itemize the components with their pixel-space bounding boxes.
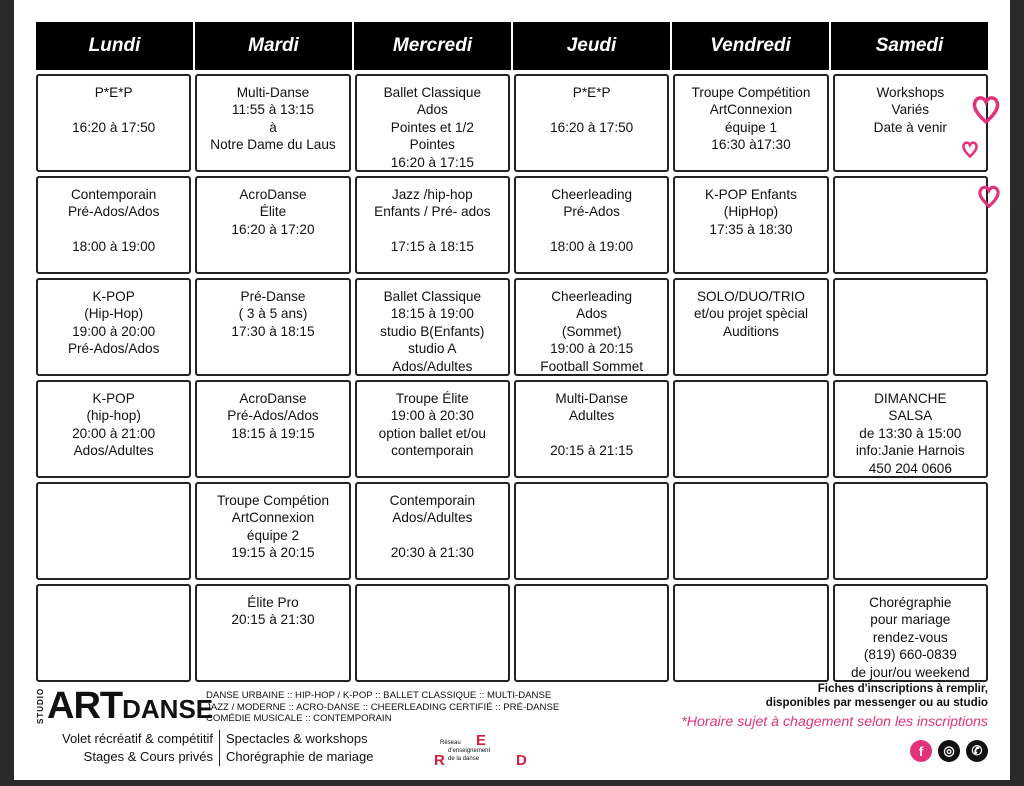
class-info-line: et/ou projet spècial	[693, 306, 809, 322]
class-info-line: (Sommet)	[561, 323, 622, 339]
schedule-cell-vendredi	[673, 482, 828, 580]
class-info-line: K-POP	[92, 391, 135, 406]
schedule-cell-samedi	[833, 482, 988, 580]
schedule-cell-mardi	[195, 278, 350, 376]
left-frame	[0, 0, 14, 786]
schedule-cell-mercredi	[355, 176, 510, 274]
class-info-line: Pré-Ados/Ados	[227, 408, 319, 424]
class-info-line: K-POP Enfants	[705, 187, 797, 202]
schedule-cell-mardi	[195, 584, 350, 682]
dance-styles-list	[206, 690, 606, 725]
class-info-line: DIMANCHE	[874, 391, 947, 406]
class-info-line: SALSA	[888, 408, 933, 424]
reseau-line-2: d'enseignement	[448, 748, 491, 754]
subline-right: Chorégraphie de mariage	[226, 749, 374, 764]
class-info-line: Pointes et 1/2	[390, 119, 474, 135]
class-info-line: à	[269, 119, 277, 135]
class-info-line: Enfants / Pré- ados	[374, 204, 491, 220]
class-info-line: Pré-Danse	[240, 289, 306, 304]
schedule-cell-mardi	[195, 482, 350, 580]
styles-line: COMÉDIE MUSICALE :: CONTEMPORAIN	[206, 713, 392, 725]
schedule-cell-samedi	[833, 584, 988, 682]
schedule-cell-vendredi	[673, 74, 828, 172]
schedule-cell-samedi	[833, 380, 988, 478]
class-info-line: pour mariage	[870, 612, 951, 628]
class-info-line: équipe 1	[724, 119, 778, 135]
class-info-line: 19:00 à 20:30	[390, 408, 474, 424]
class-info-line: option ballet et/ou	[378, 425, 486, 441]
class-info-line: Cheerleading	[551, 187, 633, 202]
class-info-line: ArtConnexion	[231, 510, 315, 526]
class-info-line: (819) 660-0839	[863, 647, 957, 663]
day-header-lundi: Lundi	[36, 22, 193, 70]
class-info-line: Ados	[576, 306, 608, 322]
class-info-line	[38, 221, 189, 238]
styles-line: DANSE URBAINE :: HIP-HOP / K-POP :: BALLET CLASSIQUE :: MULTI-DANSE	[206, 690, 552, 701]
class-info-line: de jour/ou weekend	[850, 664, 970, 680]
heart-icon	[972, 94, 1000, 124]
subline-left: Volet récréatif & compétitif	[36, 730, 220, 748]
class-info-line	[516, 101, 667, 118]
reseau-logo	[432, 734, 532, 774]
class-info-line: 16:20 à 17:15	[390, 154, 474, 170]
class-info-line: 11:55 à 13:15	[231, 102, 315, 118]
schedule-grid	[36, 74, 988, 682]
day-header-mardi: Mardi	[195, 22, 352, 70]
studio-logo	[36, 682, 213, 726]
day-header-mercredi: Mercredi	[354, 22, 511, 70]
logo-danse-text: DANSE	[122, 694, 214, 724]
schedule-cell-lundi	[36, 278, 191, 376]
class-info-line: SOLO/DUO/TRIO	[696, 289, 805, 304]
class-info-line: Contemporain	[389, 493, 476, 508]
class-info-line: Élite Pro	[247, 595, 299, 610]
schedule-cell-lundi	[36, 176, 191, 274]
schedule-cell-vendredi	[673, 278, 828, 376]
class-info-line: 19:00 à 20:15	[550, 341, 634, 357]
schedule-cell-mercredi	[355, 278, 510, 376]
class-info-line: de 13:30 à 15:00	[859, 425, 962, 441]
schedule-cell-jeudi	[514, 278, 669, 376]
class-info-line: Adultes	[568, 408, 615, 424]
notice-line-2: disponibles par messenger ou au studio	[765, 696, 988, 709]
class-info-line: ArtConnexion	[709, 102, 793, 118]
class-info-line: studio B(Enfants)	[380, 323, 485, 339]
day-header-samedi: Samedi	[831, 22, 988, 70]
subline-left: Stages & Cours privés	[36, 748, 220, 766]
schedule-cell-vendredi	[673, 380, 828, 478]
class-info-line: 18:15 à 19:00	[390, 306, 474, 322]
class-info-line: (HipHop)	[723, 204, 779, 220]
class-info-line: 16:30 à17:30	[711, 137, 791, 153]
logo-art-text: ART	[47, 685, 123, 727]
class-info-line: Troupe Élite	[395, 391, 469, 406]
class-info-line: Auditions	[723, 323, 779, 339]
class-info-line	[516, 425, 667, 442]
subline-row	[36, 748, 416, 766]
notice-line-1: Fiches d'inscriptions à remplir,	[817, 682, 988, 695]
reseau-letter-e: E	[476, 732, 487, 749]
class-info-line: Élite	[259, 204, 287, 220]
class-info-line: Ballet Classique	[383, 85, 482, 100]
class-info-line: 20:30 à 21:30	[390, 545, 474, 561]
registration-notice	[628, 682, 988, 732]
class-info-line: Ados/Adultes	[73, 443, 154, 459]
class-info-line: P*E*P	[572, 85, 611, 100]
schedule-cell-jeudi	[514, 482, 669, 580]
schedule-cell-mercredi	[355, 482, 510, 580]
class-info-line	[38, 101, 189, 118]
class-info-line: 16:20 à 17:50	[72, 119, 156, 135]
program-sublines	[36, 730, 416, 766]
class-info-line: (hip-hop)	[86, 408, 141, 424]
schedule-cell-lundi	[36, 380, 191, 478]
logo-studio-text: STUDIO	[36, 687, 45, 725]
bottom-frame	[0, 780, 1024, 786]
reseau-letter-d: D	[516, 752, 527, 769]
class-info-line: ( 3 à 5 ans)	[238, 306, 308, 322]
class-info-line: 19:00 à 20:00	[72, 323, 156, 339]
class-info-line: Chorégraphie	[869, 595, 952, 610]
class-info-line: P*E*P	[94, 85, 133, 100]
day-header-jeudi: Jeudi	[513, 22, 670, 70]
class-info-line: contemporain	[391, 443, 474, 459]
class-info-line: Contemporain	[70, 187, 157, 202]
reseau-line-3: de la danse	[448, 756, 480, 762]
schedule-cell-lundi	[36, 482, 191, 580]
class-info-line: Date à venir	[873, 119, 947, 135]
schedule-cell-jeudi	[514, 380, 669, 478]
class-info-line: 20:15 à 21:30	[231, 612, 315, 628]
schedule-cell-jeudi	[514, 176, 669, 274]
schedule-cell-samedi	[833, 176, 988, 274]
heart-icon	[978, 184, 1000, 208]
class-info-line: 18:00 à 19:00	[72, 239, 156, 255]
styles-line: JAZZ / MODERNE :: ACRO-DANSE :: CHEERLEADING CERTIFIÉ :: PRÉ-DANSE	[206, 701, 560, 713]
class-info-line: Multi-Danse	[555, 391, 628, 406]
day-header-row	[36, 22, 988, 70]
class-info-line: Ballet Classique	[383, 289, 482, 304]
weekly-schedule	[36, 22, 988, 682]
class-info-line: studio A	[408, 341, 457, 357]
class-info-line: 20:00 à 21:00	[72, 425, 156, 441]
class-info-line: équipe 2	[246, 527, 300, 543]
schedule-cell-mercredi	[355, 584, 510, 682]
schedule-cell-samedi	[833, 278, 988, 376]
schedule-cell-mardi	[195, 176, 350, 274]
schedule-cell-vendredi	[673, 176, 828, 274]
class-info-line: 16:20 à 17:50	[550, 119, 634, 135]
schedule-cell-jeudi	[514, 74, 669, 172]
facebook-icon[interactable]: f	[910, 740, 932, 762]
class-info-line: 20:15 à 21:15	[550, 443, 634, 459]
day-header-vendredi: Vendredi	[672, 22, 829, 70]
instagram-icon[interactable]: ◎	[938, 740, 960, 762]
class-info-line: Troupe Compétion	[216, 493, 330, 508]
schedule-cell-vendredi	[673, 584, 828, 682]
class-info-line: 18:00 à 19:00	[550, 239, 634, 255]
heart-icon	[962, 140, 978, 158]
class-info-line: info:Janie Harnois	[855, 443, 965, 459]
whatsapp-icon[interactable]: ✆	[966, 740, 988, 762]
class-info-line: Ados	[416, 102, 448, 118]
class-info-line: AcroDanse	[239, 187, 307, 202]
class-info-line: 17:35 à 18:30	[709, 221, 793, 237]
class-info-line: 17:15 à 18:15	[390, 239, 474, 255]
schedule-cell-lundi	[36, 74, 191, 172]
class-info-line	[516, 221, 667, 238]
class-info-line: Pré-Ados/Ados	[67, 341, 160, 357]
class-info-line: Troupe Compétition	[691, 85, 811, 100]
class-info-line: 450 204 0606	[868, 460, 952, 476]
class-info-line	[357, 221, 508, 238]
class-info-line: Ados/Adultes	[392, 358, 473, 374]
footer	[36, 682, 996, 778]
class-info-line: 18:15 à 19:15	[231, 425, 315, 441]
class-info-line: Ados/Adultes	[392, 510, 473, 526]
class-info-line: Notre Dame du Laus	[210, 137, 336, 153]
class-info-line: Pré-Ados	[563, 204, 620, 220]
class-info-line: rendez-vous	[872, 629, 948, 645]
schedule-cell-mardi	[195, 380, 350, 478]
schedule-cell-jeudi	[514, 584, 669, 682]
schedule-cell-mercredi	[355, 74, 510, 172]
class-info-line: K-POP	[92, 289, 135, 304]
social-links	[910, 740, 988, 762]
subline-right: Spectacles & workshops	[226, 731, 368, 746]
class-info-line: 17:30 à 18:15	[231, 323, 315, 339]
reseau-line-1: Réseau	[440, 740, 461, 746]
class-info-line: AcroDanse	[239, 391, 307, 406]
class-info-line: Pointes	[409, 137, 455, 153]
schedule-cell-mercredi	[355, 380, 510, 478]
class-info-line: Multi-Danse	[236, 85, 310, 100]
class-info-line: (Hip-Hop)	[84, 306, 144, 322]
schedule-cell-mardi	[195, 74, 350, 172]
subline-row	[36, 730, 416, 748]
class-info-line: 16:20 à 17:20	[231, 221, 315, 237]
class-info-line: Cheerleading	[551, 289, 633, 304]
reseau-letter-r: R	[434, 752, 445, 769]
class-info-line: Jazz /hip-hop	[391, 187, 473, 202]
class-info-line: Pré-Ados/Ados	[67, 204, 160, 220]
schedule-cell-lundi	[36, 584, 191, 682]
class-info-line: Football Sommet	[540, 358, 644, 374]
class-info-line: Variés	[891, 102, 930, 118]
schedule-change-notice: *Horaire sujet à chagement selon les inscriptions	[681, 714, 988, 730]
class-info-line: Workshops	[876, 85, 945, 100]
class-info-line: 19:15 à 20:15	[231, 545, 315, 561]
class-info-line	[357, 527, 508, 544]
right-frame	[1010, 0, 1024, 786]
